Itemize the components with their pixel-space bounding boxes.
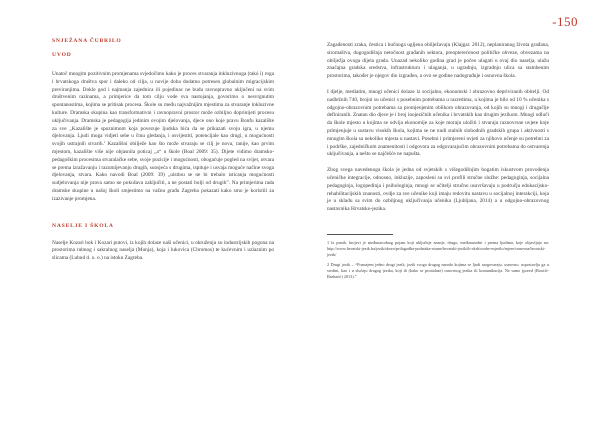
page-number: -150 [552,14,578,29]
section-heading: NASELJE I ŠKOLA [52,222,114,229]
footnotes [327,240,549,280]
paragraph-1: Zagađenosti zraka, čestica i bučnoga ugljena obilježavaju (Klajgar. 2012), neplaniranog života građana, siromaštva, dugogodišnja netočnost građanih sektora, preopterećenost političke obveze, obvezama na obilježja ovoga dijela grada. Unazad nekoliko godina grad je počeo ulagati u ovaj dio naselja, ulažu značajna gradska sredstva, infrastrukturu i ulaganja, u ugradnju, izgradnju ulica sa stambenim prostorima, također je njegov dio izgrađen, a ovo se godine nadograđuje i osnovna škola. [327,42,549,80]
left-column [52,52,274,263]
footnote-divider [327,234,393,235]
section-paragraph: Naselje Kozari bok i Kozari putovi, iz kojih dolaze naši učenici, u okruženju su industrijskih pogona na prostorima rubnog i sakralnog naselja (Munja), koja i lukovica (Chromos) te kućevnim i uzlaznim po slicama (Lubud d. o. o.) na istoku Zagreba. [52,239,274,262]
paragraph-2: I djelje, mediatim, mnogi učenici dolaze iz socijalno, ekonomski i obrazovno depriviranih obitelji. Od nadležnih 740, brojni su učenici s posebnim potrebama u razredima, u kojima je bilo od 10 % učenika s odgojno-obrazovnim potrebama sa promjenjenim oblikom obrazovanja, od kojih su mnogi i drugačije definiranih. Znatan dio djece je i broj inojezičnih učenika i hrvatskih kao drugim jezikom. Mnogi odluči da škole mjesto u kojima se odvija ekonomije za koje moraju uložiti i stvaraju raznovrsne uvjete koje primjenjuje u sustavu visokih škola, kojima se ne nudi stalnih slobodnih gradskih grupa i aktivnosti s mnogim škola sa nekoliko mjesta u nastavi. Posebni i primjereni uvjeti za njihovo učenje su potrebni za i podrške, zajedničkom znamenitosti i odgovora za odgovarajućim obrazovnim potrebama do ostvarenja uključivanja, a nešto se najčešće ne napušta. [327,88,549,158]
intro-paragraph: Unatoč mnogim pozitivnim promjenama svjedočimo kako je proces stvaranja inkluzivnoga (takó i) roga i hrvatskoga društva spor i daleko od cilja, u novije doba dodatno potresen globalnim migracijskim previranjima. Dokle god i najmanja zajednica ili pojedinac ne budu ravnopravno uključeni na svim društvenim razinama, a primjerice da tom cilju vode sva nastojanja, govorimo o nesvrgnutim spontanostima, kojima se pritisak procesa. Škole su među najvažnijim mjestima za stvaranje inkluzivne kulture. Dramska skupina kao transformativni i ravnopravni prostor može ozbiljno doprinijeti procesu uključivanja. Dramska je pedagogija jedinim ovojim djelovanja, djece ono koje pravu Bonfu kazalište za sve „Kazalište je spoznimom koja povezuje ljudska bića da se prikazati svoju igra, u njemu djelovanja. Ljudi moga vidjeti sebe u činu gledanja, i osvijestiti, potencijale kao drugi, u mogućnosti svojih ustrajnih stvarih.’ Kazališni obilježe kao što može stvaraju se cilj je nova, ranije, kao prvim mjestom, kazalište više nije objasnila poticaj „a“ u škole (Boal 2009: 35). Dijete vidimo dramsko-pedagoškim procesima stvaralačke sebe, svoje pozicije i mogućnosti, obogaćuje pogled na svijet, otvara se prema izražavanju i razumijevanju drugih, suosjeća s drugima, ispituje i usvaja moguće načine svoga djelovanja, stvara. Kako navodi Boal (2009: 39) „uistinu se ne bi trebalo isticanja mogućnosti sudjelovanja nije prava samo ne pokušava zaključiti, a ne postati bolji od drugih”. Na primjerima rada dramske skupine u našoj školi smjestimo na važnu građu Zagreba pokazati kako smo je koristili za izazivanje promjena. [52,71,274,202]
footnote-1: 1 Iz punih, brojevi je međunarodnog pojam koji uključuje znanje, drugo, međunarodni i prema ljudima, koje objavljuje na: http://www.hrvatski-jezik.ba/jezik/ubrzo/prilagodba-podataka-strane/hrvatski-jezik/ih-skrb/osobe-mjerilo/mjere/osnovna/hrvatski-jezik/ [327,239,549,257]
intro-heading: UVOD [52,52,72,58]
author-name: SNJEŽANA ČUBRILO [52,38,122,44]
right-column [327,42,549,280]
footnote-2: 2 Drugi jezik – “Poznajem jedno drugi jezik, jezik svoga drugog naroda kojima se ljudi razgovaraju, osnovno, uspostavlja ga u sredini, kao i u slučaju drugog jezika, koji ih (kako se pronalaze) osnovnog jezika ili komunikacija. Ne samo (pored (Boaćić-Barbarić) 2013).” [327,262,549,279]
paragraph-3: Zbog svega navedenoga škola je jedna od svjetskih s višegodišnjim bogatim iskustvom provođenja učeničke integracije, odnosno, inkluzije, zaposleni su svi profili stručne službe: pedagoginja, socijalna pedagoginja, logopedinja i psihologinja, mnogi se učitelji stručno usavršavaju u području edukacijsko-rehabilitacijskih znanosti, ovdje za sve učenike koji imaju redovitu nastavu u socijalnoj interakciji, koja je u skladu sa svim do ozbiljnog uključivanja učenika (Ljubljana, 2014) a u odgojno-obrazovnog nastavnika Hrvatsko-jezika. [327,167,549,213]
